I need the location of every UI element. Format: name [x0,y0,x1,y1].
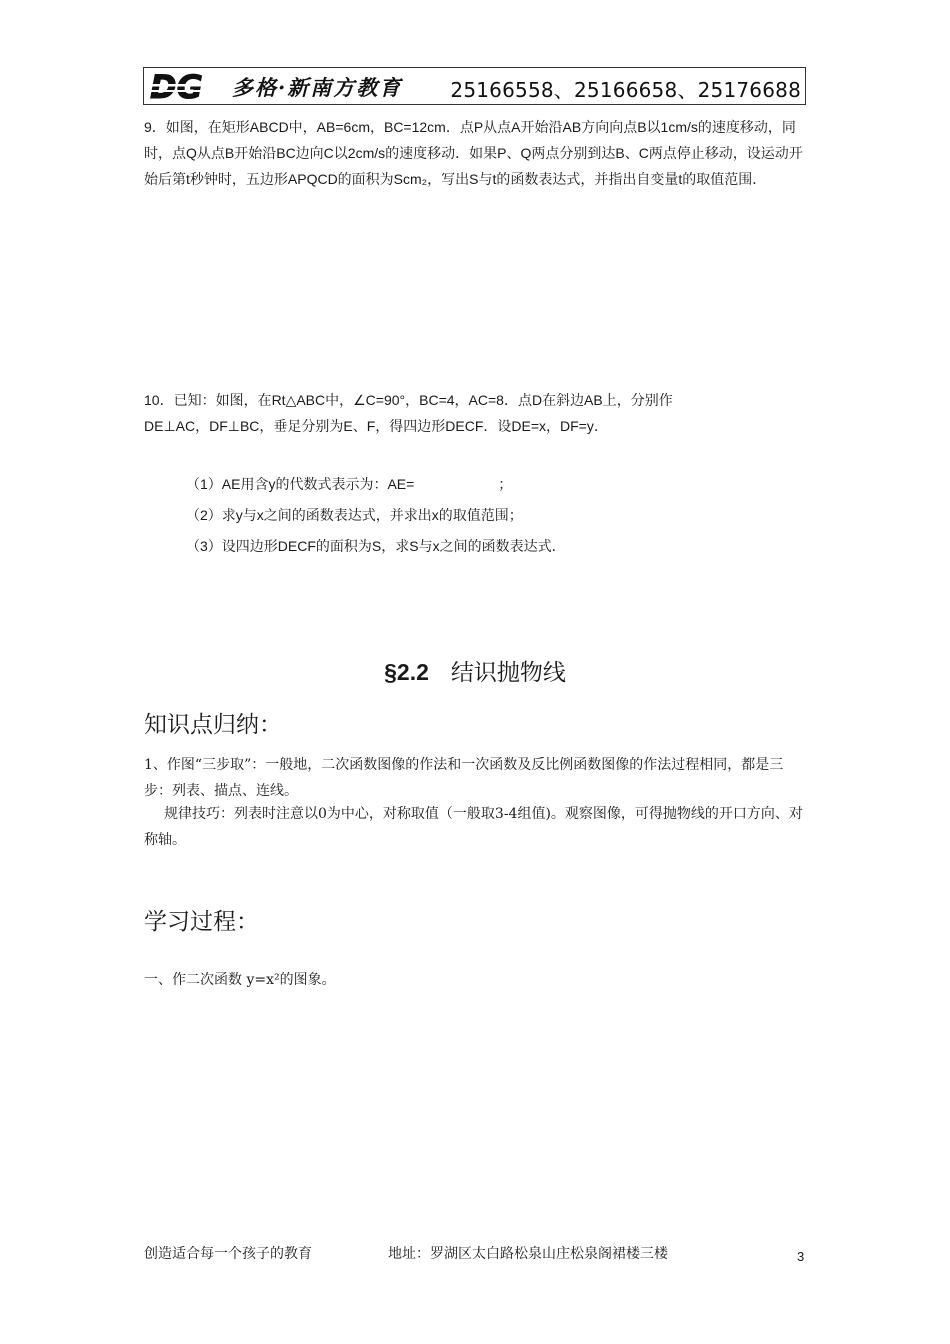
section-number: §2.2 [384,659,429,685]
problem-10: 10．已知：如图，在Rt△ABC中，∠C=90°，BC=4，AC=8．点D在斜边AB上，分别作DE⊥AC，DF⊥BC，垂足分别为E、F，得四边形DECF．设DE=x，DF=y． [144,392,673,434]
brand-name: 多格·新南方教育 [232,75,403,100]
page-header [143,67,806,105]
section-title [0,654,950,687]
problem-10-part-1: （1）AE用含y的代数式表示为：AE= ； [186,476,513,492]
process-heading: 学习过程： [144,909,259,935]
knowledge-paragraph-2: 规律技巧：列表时注意以0为中心，对称取值（一般取3-4组值)。观察图像，可得抛物线的开口方向、对称轴。 [144,806,803,848]
problem-10-part-3: （3）设四边形DECF的面积为S，求S与x之间的函数表达式． [186,538,566,554]
problem-9: 9．如图，在矩形ABCD中，AB=6cm，BC=12cm．点P从点A开始沿AB方向向点B以1cm/s的速度移动，同时，点Q从点B开始沿BC边向C以2cm/s的速度移动．如果P、Q两点分别到达B、C两点停止移动，设运动开始后第t秒钟时，五边形APQCD的面积为Scm₂，写出S与t的函数表达式，并指出自变量t的取值范围． [144,119,803,187]
knowledge-paragraph-1: 1、作图“三步取”：一般地，二次函数图像的作法和一次函数及反比例函数图像的作法过程相同，都是三步：列表、描点、连线。 [144,757,784,799]
dg-logo [148,70,226,102]
knowledge-heading: 知识点归纳： [144,712,282,738]
process-item-1: 一、作二次函数 y=x²的图象。 [144,972,336,988]
page-number: 3 [797,1249,805,1264]
section-name: 结识抛物线 [450,659,566,685]
footer-slogan: 创造适合每一个孩子的教育 [144,1246,312,1262]
problem-10-part-2: （2）求y与x之间的函数表达式，并求出x的取值范围； [186,507,523,523]
footer-address: 地址：罗湖区太白路松泉山庄松泉阁裙楼三楼 [388,1246,668,1262]
phone-numbers: 25166558、25166658、25176688 [450,78,801,102]
